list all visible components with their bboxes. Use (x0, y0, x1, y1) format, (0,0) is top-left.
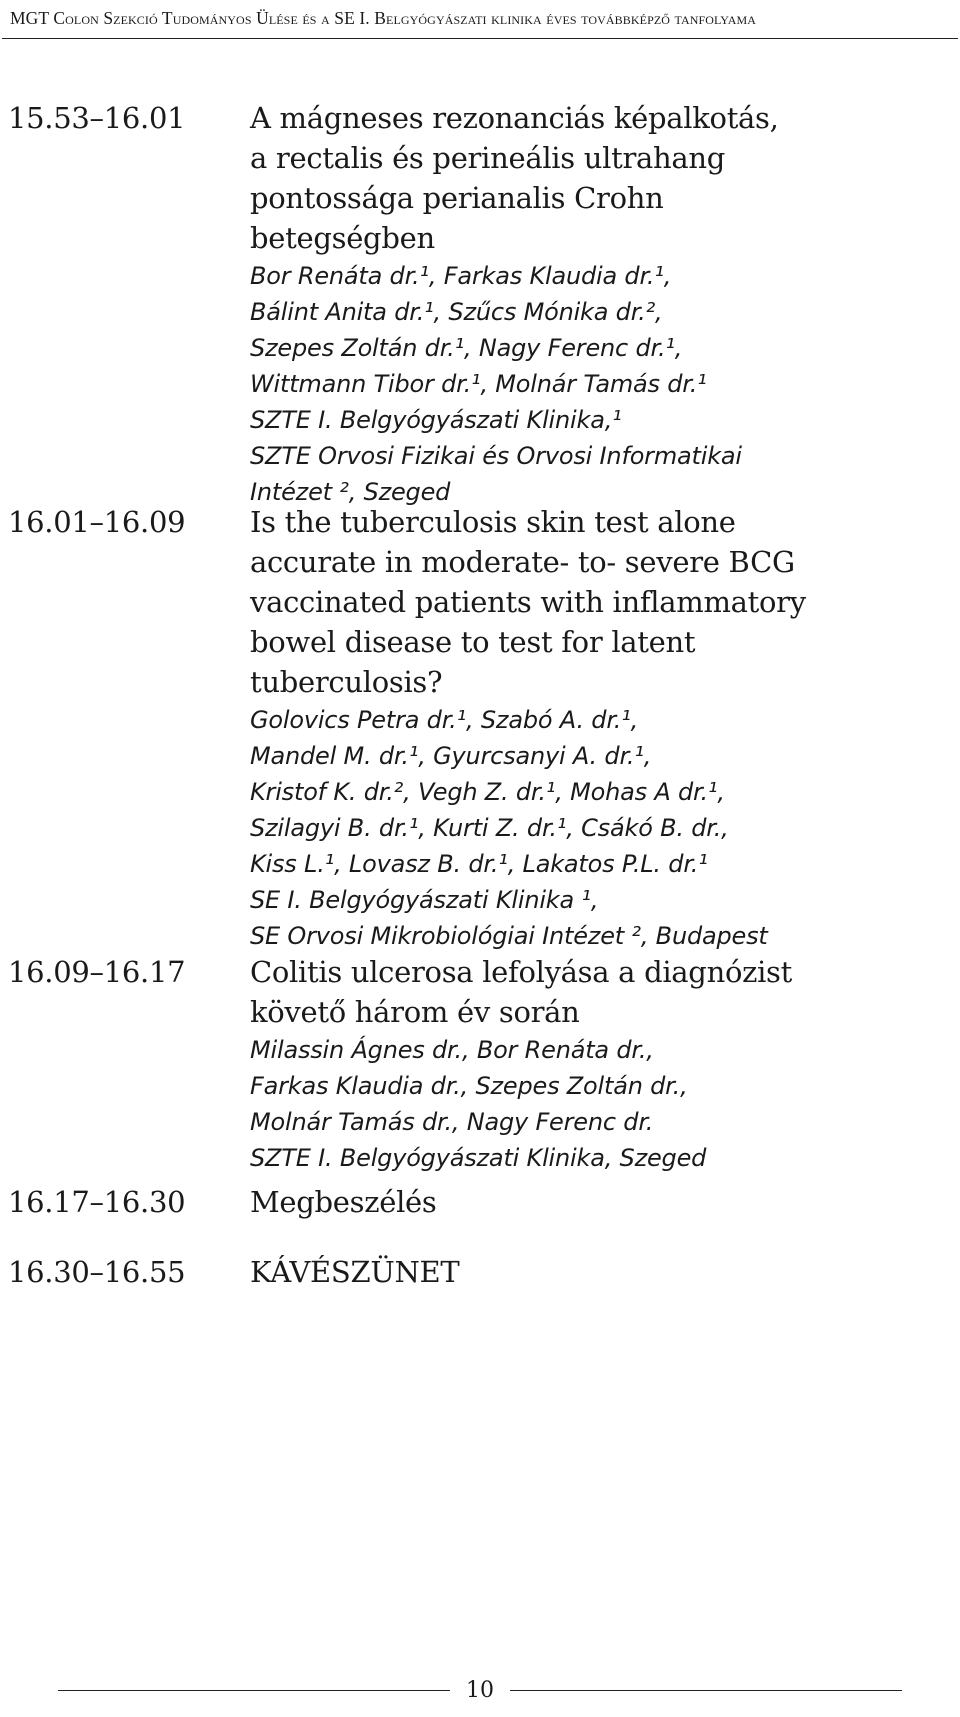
author-line: SZTE I. Belgyógyászati Klinika, Szeged (250, 1144, 707, 1172)
entry-body (250, 502, 955, 954)
author-line: SE Orvosi Mikrobiológiai Intézet ², Budapest (250, 922, 768, 950)
time-slot: 16.30–16.55 (8, 1255, 186, 1289)
title-line: követő három év során (250, 995, 580, 1029)
author-line: Bálint Anita dr.¹, Szűcs Mónika dr.², (250, 298, 663, 326)
footer-divider-left (58, 1690, 450, 1691)
author-line: Szilagyi B. dr.¹, Kurti Z. dr.¹, Csákó B. dr., (250, 814, 729, 842)
running-header: MGT Colon Szekció Tudományos Ülése és a SE I. Belgyógyászati klinika éves továbbképző tanfolyama (10, 8, 757, 28)
author-line: Bor Renáta dr.¹, Farkas Klaudia dr.¹, (250, 262, 672, 290)
author-line: SE I. Belgyógyászati Klinika ¹, (250, 886, 599, 914)
title-line: tuberculosis? (250, 665, 443, 699)
title-line: KÁVÉSZÜNET (250, 1255, 460, 1289)
author-line: Wittmann Tibor dr.¹, Molnár Tamás dr.¹ (250, 370, 707, 398)
talk-title (250, 952, 955, 1032)
talk-title (250, 1182, 955, 1222)
time-slot: 15.53–16.01 (8, 101, 186, 135)
time-slot: 16.17–16.30 (8, 1185, 186, 1219)
time-slot: 16.09–16.17 (8, 955, 186, 989)
authors-affiliations (250, 258, 955, 510)
title-line: Megbeszélés (250, 1185, 437, 1219)
authors-affiliations (250, 702, 955, 954)
entry-body (250, 98, 955, 510)
entry-body (250, 1182, 955, 1222)
title-line: a rectalis és perineális ultrahang (250, 141, 726, 175)
page-number: 10 (466, 1678, 494, 1703)
author-line: Golovics Petra dr.¹, Szabó A. dr.¹, (250, 706, 639, 734)
author-line: Molnár Tamás dr., Nagy Ferenc dr. (250, 1108, 654, 1136)
header-divider (2, 38, 958, 39)
talk-title (250, 98, 955, 258)
title-line: Colitis ulcerosa lefolyása a diagnózist (250, 955, 792, 989)
author-line: SZTE I. Belgyógyászati Klinika,¹ (250, 406, 622, 434)
title-line: A mágneses rezonanciás képalkotás, (250, 101, 779, 135)
entry-body (250, 1252, 955, 1292)
title-line: pontossága perianalis Crohn (250, 181, 664, 215)
author-line: Mandel M. dr.¹, Gyurcsanyi A. dr.¹, (250, 742, 652, 770)
talk-title (250, 502, 955, 702)
authors-affiliations (250, 1032, 955, 1176)
title-line: betegségben (250, 221, 435, 255)
author-line: Intézet ², Szeged (250, 478, 451, 506)
title-line: accurate in moderate- to- severe BCG (250, 545, 795, 579)
author-line: Szepes Zoltán dr.¹, Nagy Ferenc dr.¹, (250, 334, 683, 362)
footer-divider-right (510, 1690, 902, 1691)
title-line: bowel disease to test for latent (250, 625, 696, 659)
entry-body (250, 952, 955, 1176)
author-line: Kristof K. dr.², Vegh Z. dr.¹, Mohas A dr.¹, (250, 778, 725, 806)
talk-title (250, 1252, 955, 1292)
author-line: Farkas Klaudia dr., Szepes Zoltán dr., (250, 1072, 688, 1100)
author-line: Kiss L.¹, Lovasz B. dr.¹, Lakatos P.L. dr.¹ (250, 850, 708, 878)
author-line: SZTE Orvosi Fizikai és Orvosi Informatikai (250, 442, 742, 470)
time-slot: 16.01–16.09 (8, 505, 186, 539)
title-line: vaccinated patients with inflammatory (250, 585, 806, 619)
title-line: Is the tuberculosis skin test alone (250, 505, 736, 539)
author-line: Milassin Ágnes dr., Bor Renáta dr., (250, 1036, 654, 1064)
